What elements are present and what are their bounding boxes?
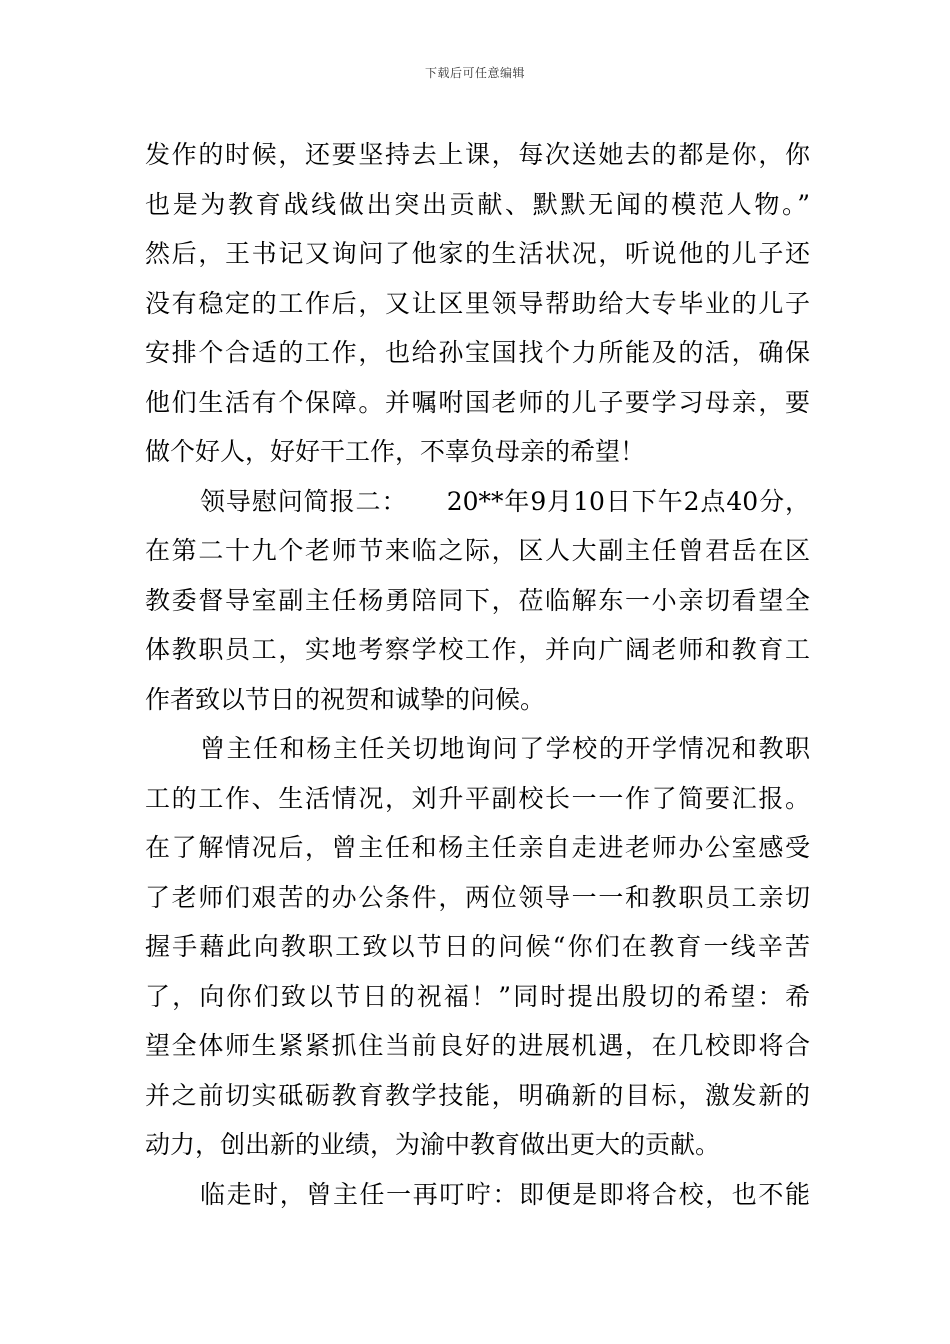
text-line: 了，向你们致以节日的祝福！”同时提出殷切的希望：希 [145, 981, 810, 1011]
text-line: 安排个合适的工作，也给孙宝国找个力所能及的活，确保 [145, 338, 810, 367]
text-line: 望全体师生紧紧抓住当前良好的进展机遇，在几校即将合 [145, 1031, 810, 1060]
text-line: 在了解情况后，曾主任和杨主任亲自走进老师办公室感受 [145, 833, 810, 862]
text-line: 没有稳定的工作后，又让区里领导帮助给大专毕业的儿子 [145, 288, 810, 318]
text-line: 做个好人，好好干工作，不辜负母亲的希望！ [145, 437, 646, 466]
text-line: 领导慰问简报二： 20**年9月10日下午2点40分， [200, 486, 810, 516]
text-line: 了老师们艰苦的办公条件，两位领导一一和教职员工亲切 [145, 882, 810, 912]
header-note: 下载后可任意编辑 [424, 66, 525, 80]
text-line: 临走时，曾主任一再叮咛：即便是即将合校，也不能 [200, 1179, 810, 1209]
text-line: 教委督导室副主任杨勇陪同下，莅临解东一小亲切看望全 [145, 585, 810, 615]
text-line: 握手藉此向教职工致以节日的问候“你们在教育一线辛苦 [145, 932, 810, 961]
text-line: 动力，创出新的业绩，为渝中教育做出更大的贡献。 [145, 1130, 721, 1159]
text-line: 并之前切实砥砺教育教学技能，明确新的目标，激发新的 [145, 1080, 810, 1110]
text-line: 在第二十九个老师节来临之际，区人大副主任曾君岳在区 [145, 536, 810, 565]
text-line: 然后，王书记又询问了他家的生活状况，听说他的儿子还 [145, 239, 810, 268]
text-line: 发作的时候，还要坚持去上课，每次送她去的都是你，你 [145, 140, 810, 169]
body-text [145, 130, 810, 1219]
text-line: 作者致以节日的祝贺和诚挚的问候。 [145, 684, 546, 714]
text-line: 体教职员工，实地考察学校工作，并向广阔老师和教育工 [145, 635, 810, 664]
text-line: 曾主任和杨主任关切地询问了学校的开学情况和教职 [200, 734, 810, 763]
text-line: 他们生活有个保障。并嘱咐国老师的儿子要学习母亲，要 [145, 387, 810, 417]
text-line: 也是为教育战线做出突出贡献、默默无闻的模范人物。” [145, 189, 810, 219]
text-line: 工的工作、生活情况，刘升平副校长一一作了简要汇报。 [145, 783, 810, 813]
